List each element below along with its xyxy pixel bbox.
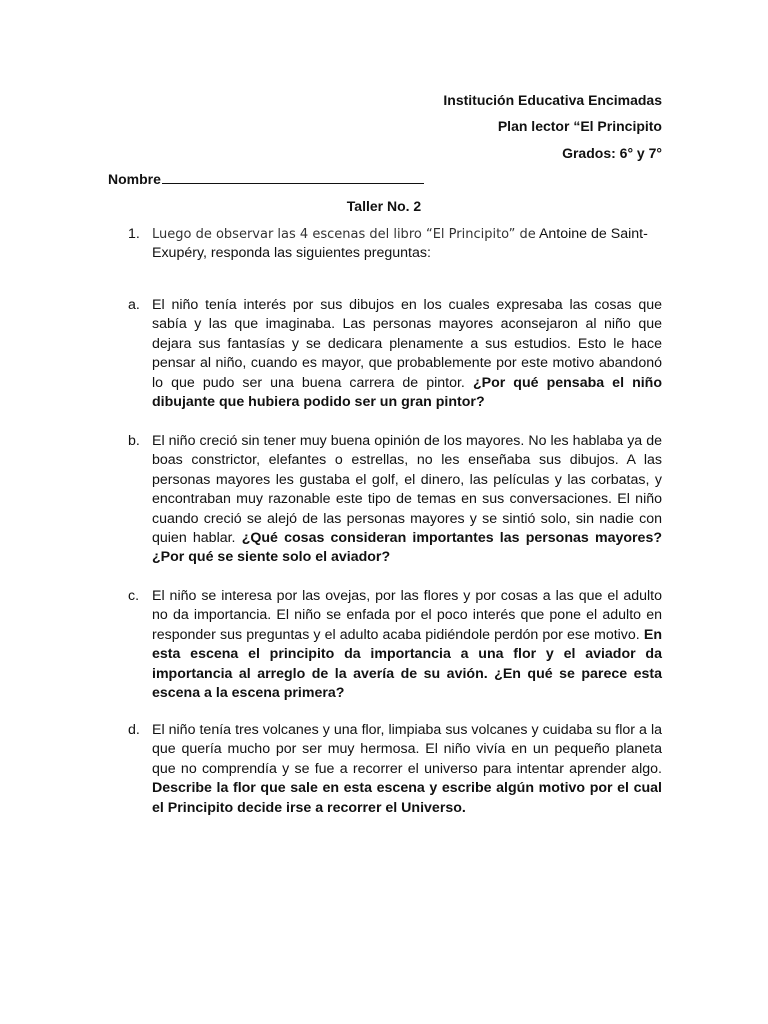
item-letter: a. xyxy=(128,297,140,313)
question-1-text xyxy=(152,225,662,263)
question-1 xyxy=(128,225,662,263)
list-item xyxy=(128,587,662,703)
item-letter: c. xyxy=(128,588,140,604)
item-paragraph xyxy=(152,721,662,818)
item-letter: b. xyxy=(128,433,140,449)
list-item xyxy=(128,296,662,412)
name-blank-line[interactable] xyxy=(162,171,424,184)
institution-name: Institución Educativa Encimadas xyxy=(443,92,662,108)
item-body: El niño creció sin tener muy buena opinión de los mayores. No les hablaba ya de boas constrictor, elefantes o estrellas, no les enseñaba sus dibujos. A las personas mayores les gustaba el golf, el dinero, las películas y las corbatas, y encontraban muy razonable este tipo de temas en sus conversaciones. El niño cuando creció se alejó de las personas mayores y se sintió solo, sin nadie con quien hablar. xyxy=(152,433,662,547)
item-question: ¿Qué cosas consideran importantes las personas mayores? ¿Por qué se siente solo el aviador? xyxy=(152,530,662,566)
question-number: 1. xyxy=(128,226,140,242)
item-letter: d. xyxy=(128,722,140,738)
item-question: ¿Por qué pensaba el niño dibujante que hubiera podido ser un gran pintor? xyxy=(152,374,663,411)
item-paragraph xyxy=(152,587,662,703)
name-label: Nombre xyxy=(108,171,161,187)
name-field[interactable] xyxy=(108,171,424,187)
question-1-author: Antoine de Saint-Exupéry, responda las siguientes preguntas: xyxy=(152,226,648,261)
list-item xyxy=(128,721,662,818)
reading-plan-title: Plan lector “El Principito xyxy=(497,118,662,134)
list-item xyxy=(128,432,662,568)
item-question: Describe la flor que sale en esta escena y escribe algún motivo por el cual el Principito decide irse a recorrer el Universo. xyxy=(152,780,662,816)
workshop-title: Taller No. 2 xyxy=(346,198,422,214)
item-body: El niño tenía tres volcanes y una flor, limpiaba sus volcanes y cuidaba su flor a la que quería mucho por ser muy hermosa. El niño vivía en un pequeño planeta que no comprendía y se fue a recorrer el universo para intentar aprender algo. xyxy=(152,722,662,777)
item-paragraph xyxy=(152,432,662,568)
question-1-intro: Luego de observar las 4 escenas del libro “El Principito” de xyxy=(152,227,536,242)
item-body: El niño tenía interés por sus dibujos en los cuales expresaba las cosas que sabía y las que imaginaba. Las personas mayores aconsejaron al niño que dejara sus fantasías y se dedicara plenamente a sus estudios. Esto le hace pensar al niño, cuando es mayor, que probablemente por este motivo abandonó lo que pudo ser una buena carrera de pintor. xyxy=(152,297,662,391)
item-question: En esta escena el principito da importancia a una flor y el aviador da importancia al arreglo de la avería de su avión. ¿En qué se parece esta escena a la escena primera? xyxy=(152,626,662,702)
grades-label: Grados: 6° y 7° xyxy=(562,145,662,161)
item-body: El niño se interesa por las ovejas, por las flores y por cosas a las que el adulto no da importancia. El niño se enfada por el poco interés que pone el adulto en responder sus preguntas y el adulto acaba pidiéndole perdón por ese motivo. xyxy=(152,588,662,643)
item-paragraph xyxy=(152,296,662,412)
